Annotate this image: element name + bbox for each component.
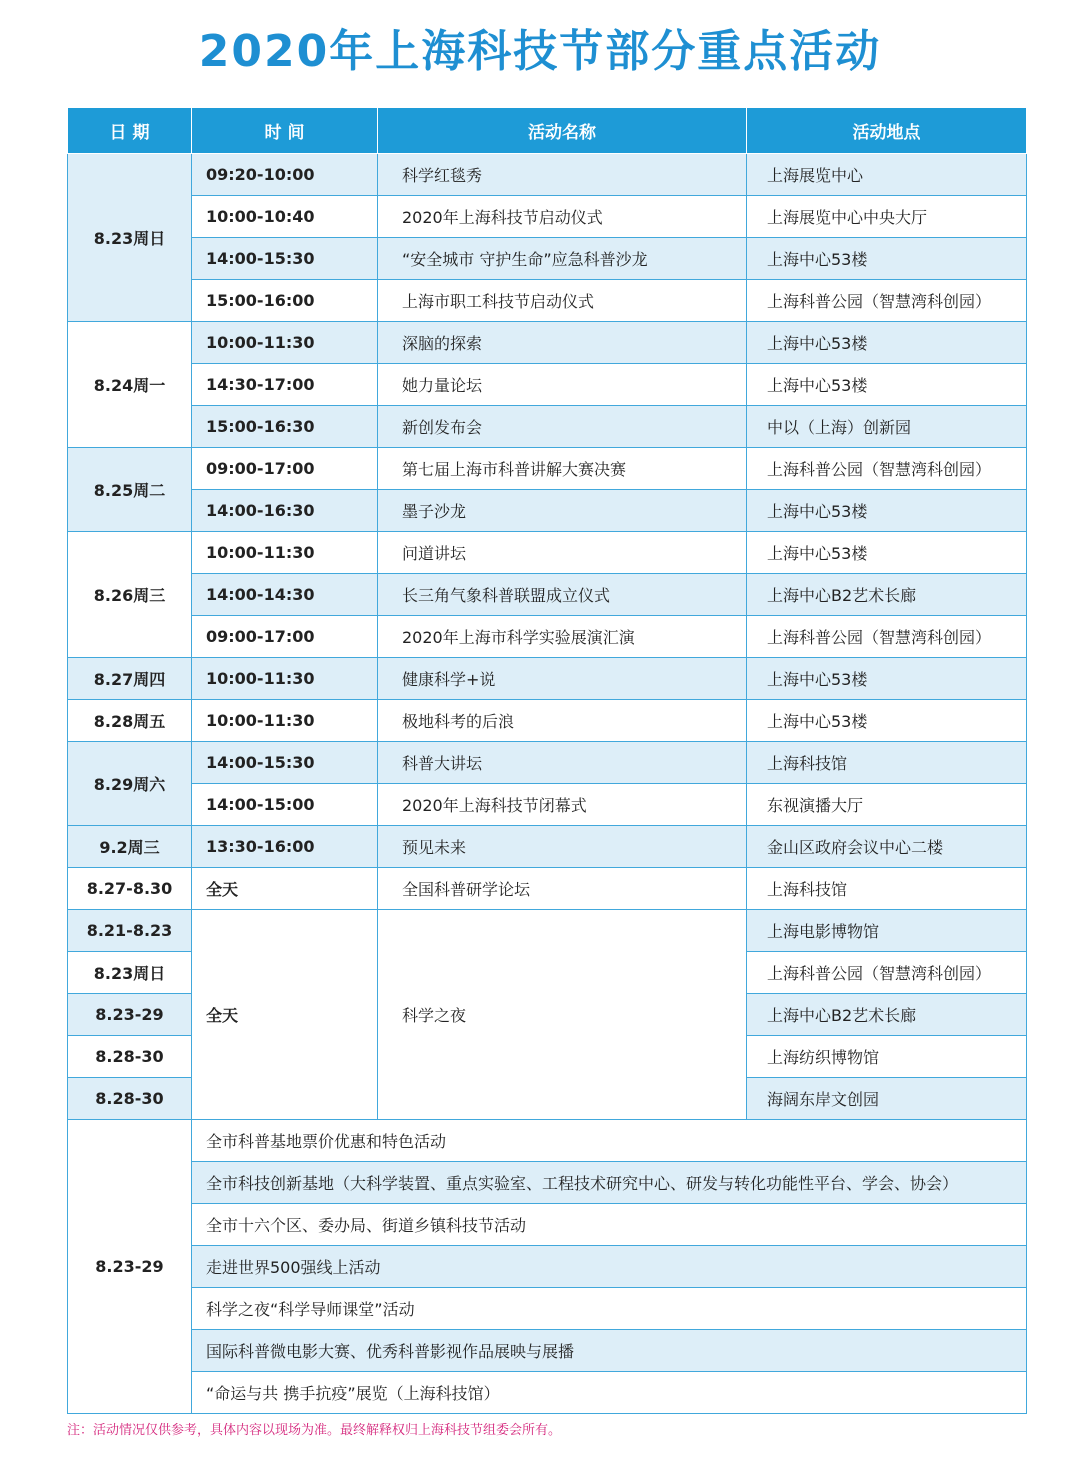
location-cell: 上海中心53楼 — [747, 364, 1027, 406]
table-row — [68, 1330, 1027, 1372]
table-header — [68, 108, 1027, 154]
table-row — [68, 196, 1027, 238]
location-cell: 上海中心53楼 — [747, 238, 1027, 280]
time-cell: 10:00-11:30 — [192, 322, 378, 364]
location-cell: 上海中心53楼 — [747, 532, 1027, 574]
activity-cell: 极地科考的后浪 — [378, 700, 747, 742]
ongoing-item: “命运与共 携手抗疫”展览（上海科技馆） — [192, 1372, 1027, 1414]
ongoing-item: 国际科普微电影大赛、优秀科普影视作品展映与展播 — [192, 1330, 1027, 1372]
location-cell: 上海中心53楼 — [747, 490, 1027, 532]
table-row — [68, 532, 1027, 574]
time-cell: 13:30-16:00 — [192, 826, 378, 868]
time-cell: 全天 — [192, 868, 378, 910]
date-cell: 8.29周六 — [68, 742, 192, 826]
date-cell: 8.26周三 — [68, 532, 192, 658]
location-cell: 上海科技馆 — [747, 868, 1027, 910]
time-cell: 14:00-15:30 — [192, 742, 378, 784]
time-cell: 全天 — [192, 910, 378, 1120]
location-cell: 上海展览中心中央大厅 — [747, 196, 1027, 238]
activity-cell: 问道讲坛 — [378, 532, 747, 574]
location-cell: 金山区政府会议中心二楼 — [747, 826, 1027, 868]
table-row — [68, 658, 1027, 700]
table-row — [68, 1162, 1027, 1204]
activity-cell: 2020年上海科技节启动仪式 — [378, 196, 747, 238]
location-cell: 上海中心B2艺术长廊 — [747, 574, 1027, 616]
header-time: 时 间 — [192, 108, 378, 154]
activity-cell: 第七届上海市科普讲解大赛决赛 — [378, 448, 747, 490]
activity-cell: 她力量论坛 — [378, 364, 747, 406]
table-row — [68, 868, 1027, 910]
table-row — [68, 742, 1027, 784]
ongoing-item: 全市科技创新基地（大科学装置、重点实验室、工程技术研究中心、研发与转化功能性平台、学会、协会） — [192, 1162, 1027, 1204]
time-cell: 14:00-14:30 — [192, 574, 378, 616]
activity-cell: “安全城市 守护生命”应急科普沙龙 — [378, 238, 747, 280]
table-row — [68, 1372, 1027, 1414]
location-cell: 上海科普公园（智慧湾科创园） — [747, 280, 1027, 322]
date-cell: 8.23周日 — [68, 952, 192, 994]
activity-cell: 健康科学+说 — [378, 658, 747, 700]
date-cell: 8.28-30 — [68, 1078, 192, 1120]
header-location: 活动地点 — [747, 108, 1027, 154]
table-row — [68, 1204, 1027, 1246]
location-cell: 上海科普公园（智慧湾科创园） — [747, 448, 1027, 490]
date-cell: 9.2周三 — [68, 826, 192, 868]
location-cell: 上海中心53楼 — [747, 700, 1027, 742]
table-row — [68, 280, 1027, 322]
time-cell: 10:00-11:30 — [192, 700, 378, 742]
activity-cell: 预见未来 — [378, 826, 747, 868]
schedule-table — [67, 107, 1027, 1414]
table-row — [68, 700, 1027, 742]
activity-cell: 科学红毯秀 — [378, 154, 747, 196]
activity-cell: 深脑的探索 — [378, 322, 747, 364]
time-cell: 10:00-10:40 — [192, 196, 378, 238]
location-cell: 上海中心B2艺术长廊 — [747, 994, 1027, 1036]
time-cell: 14:30-17:00 — [192, 364, 378, 406]
activity-cell: 2020年上海市科学实验展演汇演 — [378, 616, 747, 658]
time-cell: 14:00-16:30 — [192, 490, 378, 532]
table-row — [68, 616, 1027, 658]
time-cell: 14:00-15:00 — [192, 784, 378, 826]
table-row — [68, 826, 1027, 868]
location-cell: 上海科普公园（智慧湾科创园） — [747, 952, 1027, 994]
table-row — [68, 238, 1027, 280]
page-title: 2020年上海科技节部分重点活动 — [198, 26, 882, 77]
ongoing-item: 全市十六个区、委办局、街道乡镇科技节活动 — [192, 1204, 1027, 1246]
table-row — [68, 490, 1027, 532]
location-cell: 上海科普公园（智慧湾科创园） — [747, 616, 1027, 658]
ongoing-item: 走进世界500强线上活动 — [192, 1246, 1027, 1288]
activity-cell: 全国科普研学论坛 — [378, 868, 747, 910]
table-row — [68, 448, 1027, 490]
date-cell: 8.25周二 — [68, 448, 192, 532]
table-row — [68, 784, 1027, 826]
activity-cell: 科普大讲坛 — [378, 742, 747, 784]
ongoing-item: 全市科普基地票价优惠和特色活动 — [192, 1120, 1027, 1162]
date-cell: 8.27-8.30 — [68, 868, 192, 910]
table-row — [68, 322, 1027, 364]
activity-cell: 新创发布会 — [378, 406, 747, 448]
time-cell: 15:00-16:30 — [192, 406, 378, 448]
table-row — [68, 1288, 1027, 1330]
footnote: 注：活动情况仅供参考，具体内容以现场为准。最终解释权归上海科技节组委会所有。 — [67, 1423, 562, 1438]
time-cell: 10:00-11:30 — [192, 532, 378, 574]
table-row — [68, 910, 1027, 952]
location-cell: 中以（上海）创新园 — [747, 406, 1027, 448]
location-cell: 东视演播大厅 — [747, 784, 1027, 826]
location-cell: 上海中心53楼 — [747, 322, 1027, 364]
time-cell: 09:00-17:00 — [192, 448, 378, 490]
date-cell: 8.24周一 — [68, 322, 192, 448]
table-row — [68, 364, 1027, 406]
time-cell: 09:20-10:00 — [192, 154, 378, 196]
header-date: 日 期 — [68, 108, 192, 154]
date-cell: 8.23周日 — [68, 154, 192, 322]
date-cell: 8.28-30 — [68, 1036, 192, 1078]
date-cell: 8.23-29 — [68, 994, 192, 1036]
location-cell: 上海展览中心 — [747, 154, 1027, 196]
time-cell: 10:00-11:30 — [192, 658, 378, 700]
location-cell: 上海电影博物馆 — [747, 910, 1027, 952]
table-row — [68, 574, 1027, 616]
activity-cell: 长三角气象科普联盟成立仪式 — [378, 574, 747, 616]
header-activity: 活动名称 — [378, 108, 747, 154]
table-row — [68, 1120, 1027, 1162]
location-cell: 上海纺织博物馆 — [747, 1036, 1027, 1078]
ongoing-item: 科学之夜“科学导师课堂”活动 — [192, 1288, 1027, 1330]
time-cell: 15:00-16:00 — [192, 280, 378, 322]
location-cell: 上海中心53楼 — [747, 658, 1027, 700]
time-cell: 09:00-17:00 — [192, 616, 378, 658]
table-row — [68, 1246, 1027, 1288]
activity-cell: 2020年上海科技节闭幕式 — [378, 784, 747, 826]
date-cell: 8.23-29 — [68, 1120, 192, 1414]
activity-cell: 上海市职工科技节启动仪式 — [378, 280, 747, 322]
activity-cell: 科学之夜 — [378, 910, 747, 1120]
date-cell: 8.27周四 — [68, 658, 192, 700]
location-cell: 海阔东岸文创园 — [747, 1078, 1027, 1120]
time-cell: 14:00-15:30 — [192, 238, 378, 280]
activity-cell: 墨子沙龙 — [378, 490, 747, 532]
location-cell: 上海科技馆 — [747, 742, 1027, 784]
date-cell: 8.21-8.23 — [68, 910, 192, 952]
table-row — [68, 406, 1027, 448]
date-cell: 8.28周五 — [68, 700, 192, 742]
table-row — [68, 154, 1027, 196]
